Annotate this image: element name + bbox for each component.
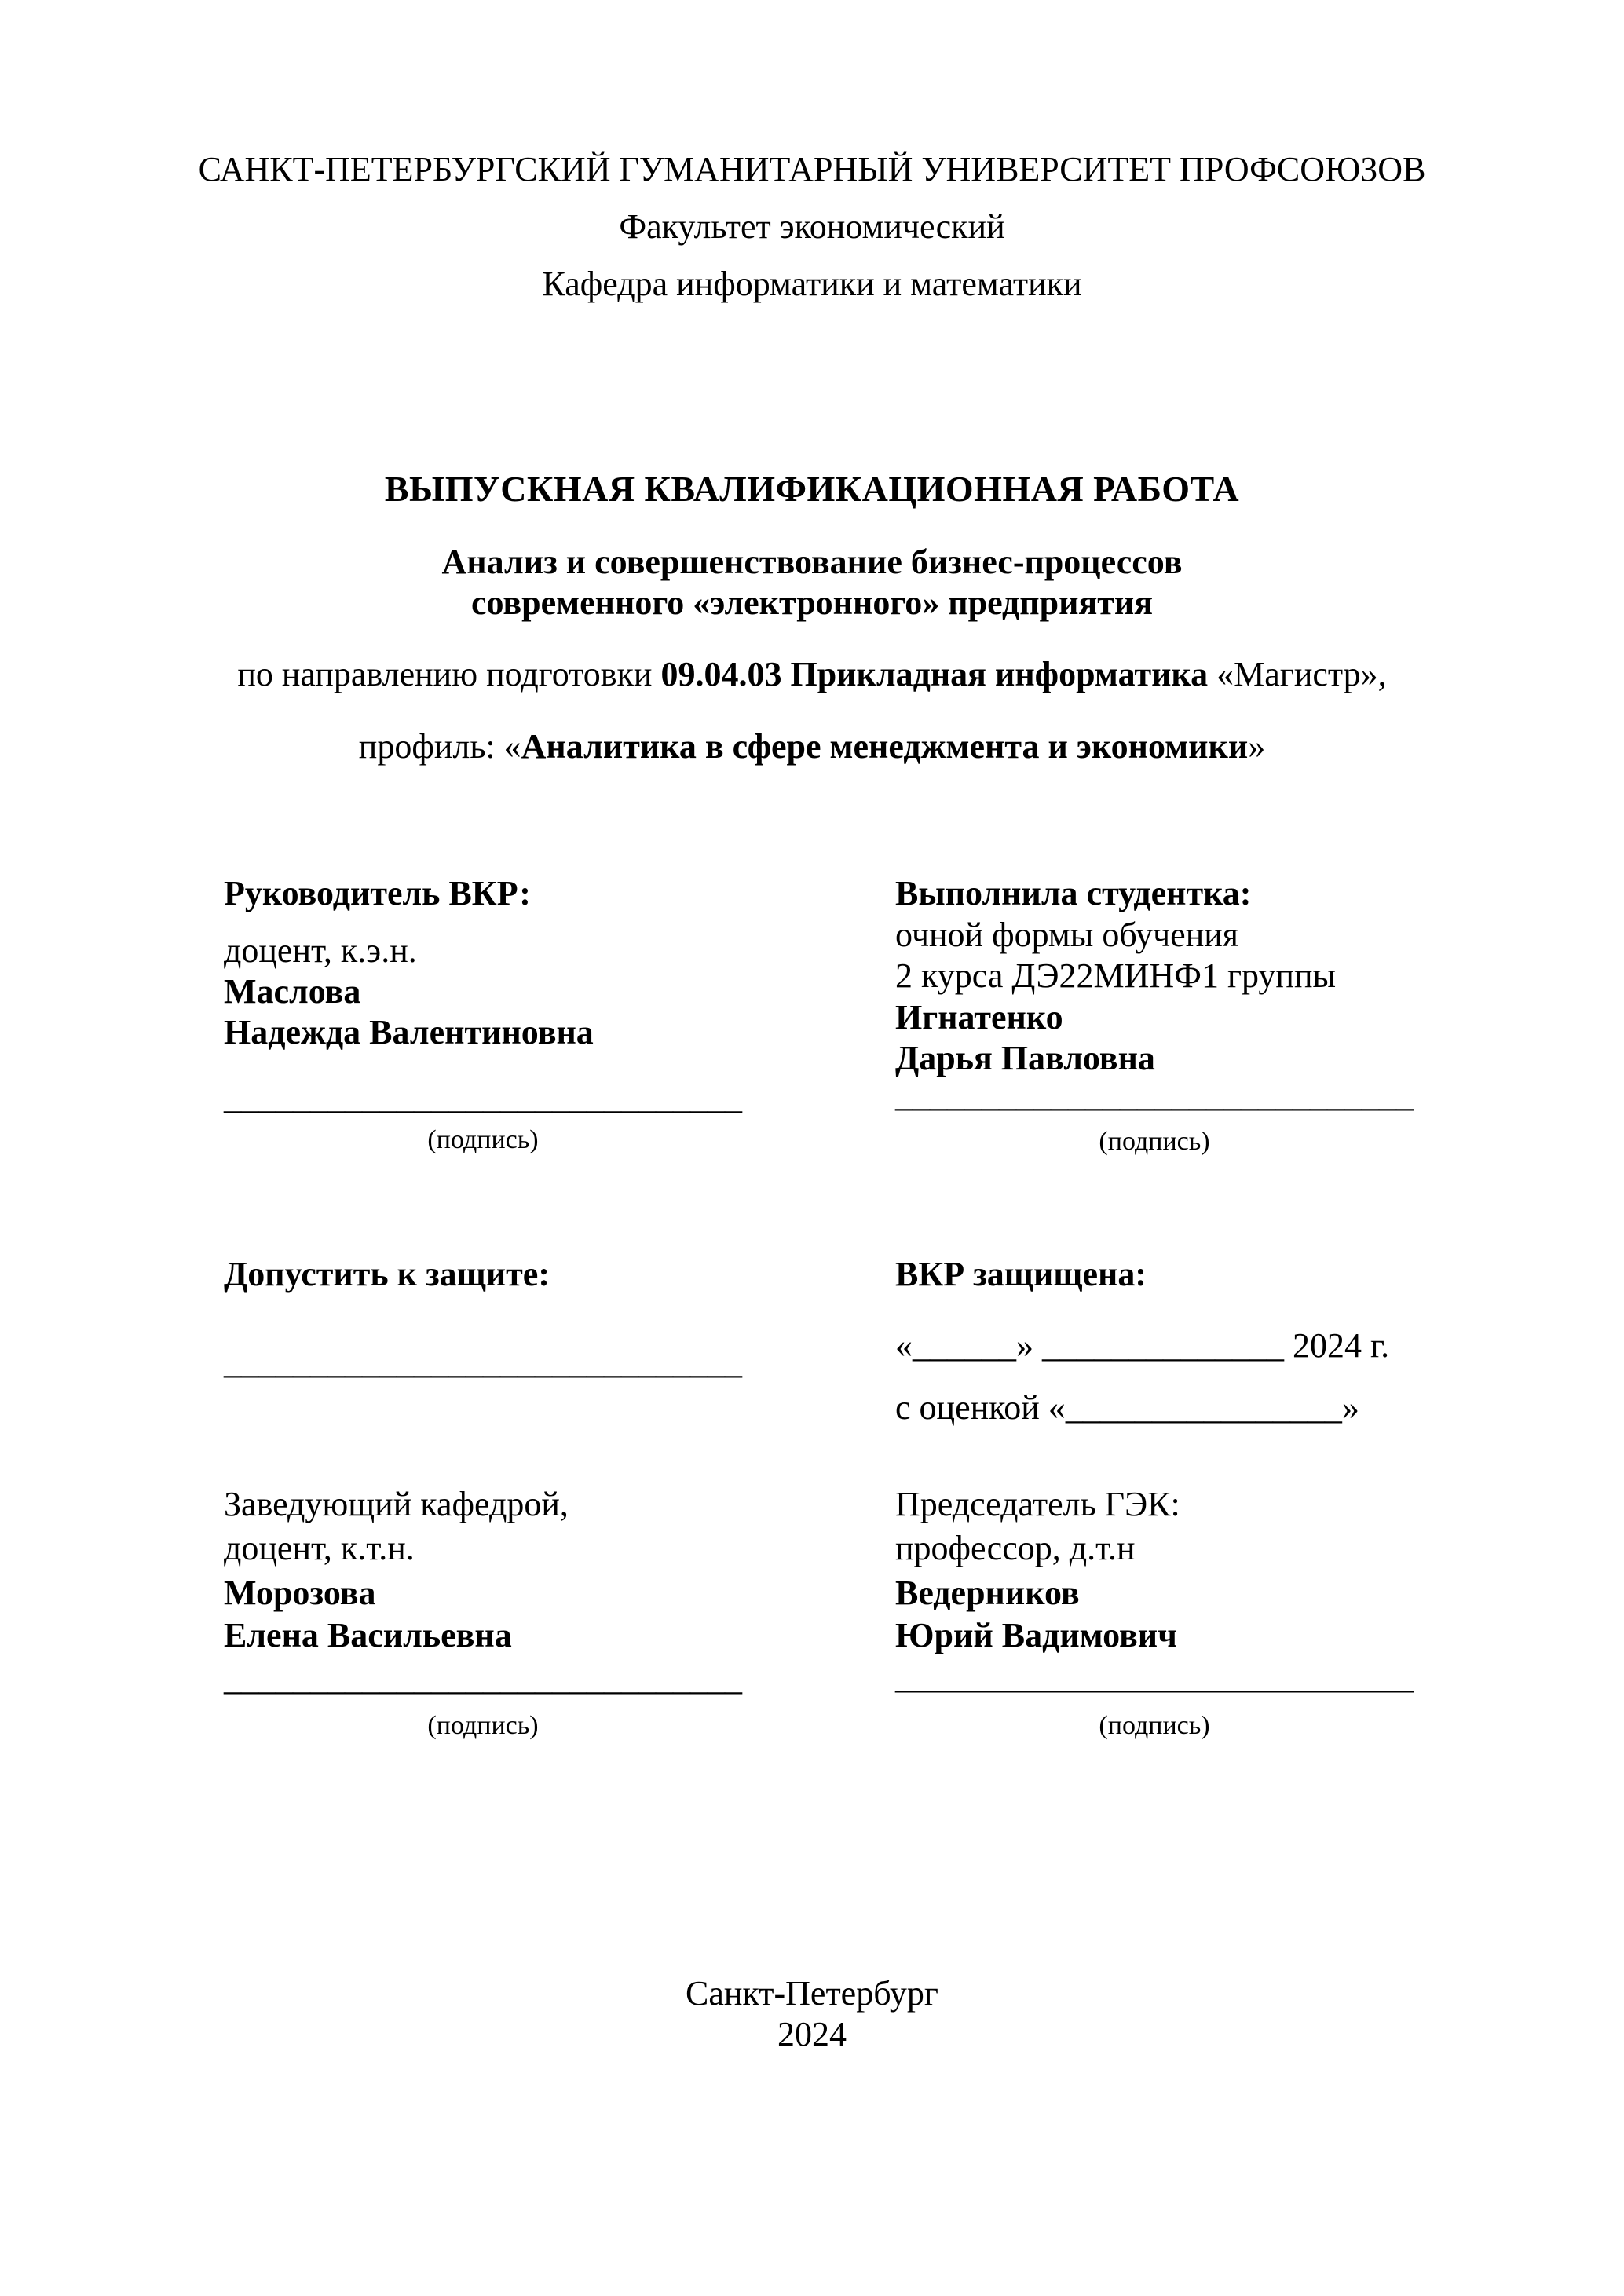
profile-line <box>0 726 1624 768</box>
defense-grade-suffix: » <box>1341 1388 1359 1427</box>
dept-head-signature-line: ______________________________ <box>224 1659 742 1698</box>
defense-heading: ВКР защищена: <box>895 1255 1147 1293</box>
dept-head-position-line2: доцент, к.т.н. <box>224 1529 415 1567</box>
defense-date-day-blank: «______» <box>895 1326 1033 1365</box>
student-group: 2 курса ДЭ22МИНФ1 группы <box>895 956 1337 995</box>
admission-signature-line: ______________________________ <box>224 1343 742 1381</box>
defense-date-line <box>895 1325 1461 1367</box>
student-surname: Игнатенко <box>895 998 1063 1036</box>
defense-grade-blank: ________________ <box>1065 1388 1342 1427</box>
supervisor-degree: доцент, к.э.н. <box>224 931 417 970</box>
gek-chair-firstname: Юрий Вадимович <box>895 1616 1177 1654</box>
defense-date-month-blank: ______________ <box>1033 1326 1284 1365</box>
gek-chair-signature-caption: (подпись) <box>1099 1711 1210 1740</box>
profile-suffix: » <box>1248 727 1266 766</box>
gek-chair-signature-line: ______________________________ <box>895 1658 1414 1696</box>
footer-city: Санкт-Петербург <box>686 1974 938 2013</box>
student-firstname: Дарья Павловна <box>895 1039 1155 1077</box>
gek-chair-surname: Ведерников <box>895 1574 1080 1612</box>
department-name: Кафедра информатики и математики <box>542 265 1082 303</box>
dept-head-surname: Морозова <box>224 1574 376 1612</box>
defense-date-year: 2024 г. <box>1284 1326 1390 1365</box>
student-signature-line: ______________________________ <box>895 1076 1414 1114</box>
university-name: САНКТ-ПЕТЕРБУРГСКИЙ ГУМАНИТАРНЫЙ УНИВЕРСИТЕТ ПРОФСОЮЗОВ <box>198 150 1426 188</box>
supervisor-signature-caption: (подпись) <box>427 1125 539 1154</box>
thesis-title-line2: современного «электронного» предприятия <box>470 583 1154 622</box>
footer-year: 2024 <box>777 2015 847 2053</box>
work-type-heading: ВЫПУСКНАЯ КВАЛИФИКАЦИОННАЯ РАБОТА <box>384 469 1240 509</box>
student-signature-caption: (подпись) <box>1099 1127 1210 1156</box>
dept-head-signature-caption: (подпись) <box>427 1711 539 1740</box>
direction-program: 09.04.03 Прикладная информатика <box>660 655 1209 693</box>
direction-suffix: «Магистр», <box>1208 655 1387 693</box>
direction-prefix: по направлению подготовки <box>237 655 661 693</box>
faculty-name: Факультет экономический <box>619 207 1005 246</box>
supervisor-heading: Руководитель ВКР: <box>224 874 531 912</box>
thesis-title-line1: Анализ и совершенствование бизнес-процессов <box>441 543 1183 581</box>
dept-head-firstname: Елена Васильевна <box>224 1616 512 1654</box>
profile-name: Аналитика в сфере менеджмента и экономики <box>521 727 1249 766</box>
profile-prefix: профиль: « <box>358 727 521 766</box>
student-study-form: очной формы обучения <box>895 916 1239 954</box>
gek-chair-position-line1: Председатель ГЭК: <box>895 1485 1180 1523</box>
gek-chair-position-line2: профессор, д.т.н <box>895 1529 1136 1567</box>
dept-head-position-line1: Заведующий кафедрой, <box>224 1485 569 1523</box>
supervisor-signature-line: ______________________________ <box>224 1078 742 1117</box>
defense-grade-prefix: с оценкой « <box>895 1388 1066 1427</box>
direction-line <box>0 654 1624 696</box>
student-heading: Выполнила студентка: <box>895 874 1252 912</box>
admission-heading: Допустить к защите: <box>224 1255 550 1293</box>
supervisor-firstname: Надежда Валентиновна <box>224 1013 594 1051</box>
supervisor-surname: Маслова <box>224 972 361 1011</box>
defense-grade-line <box>895 1387 1461 1429</box>
